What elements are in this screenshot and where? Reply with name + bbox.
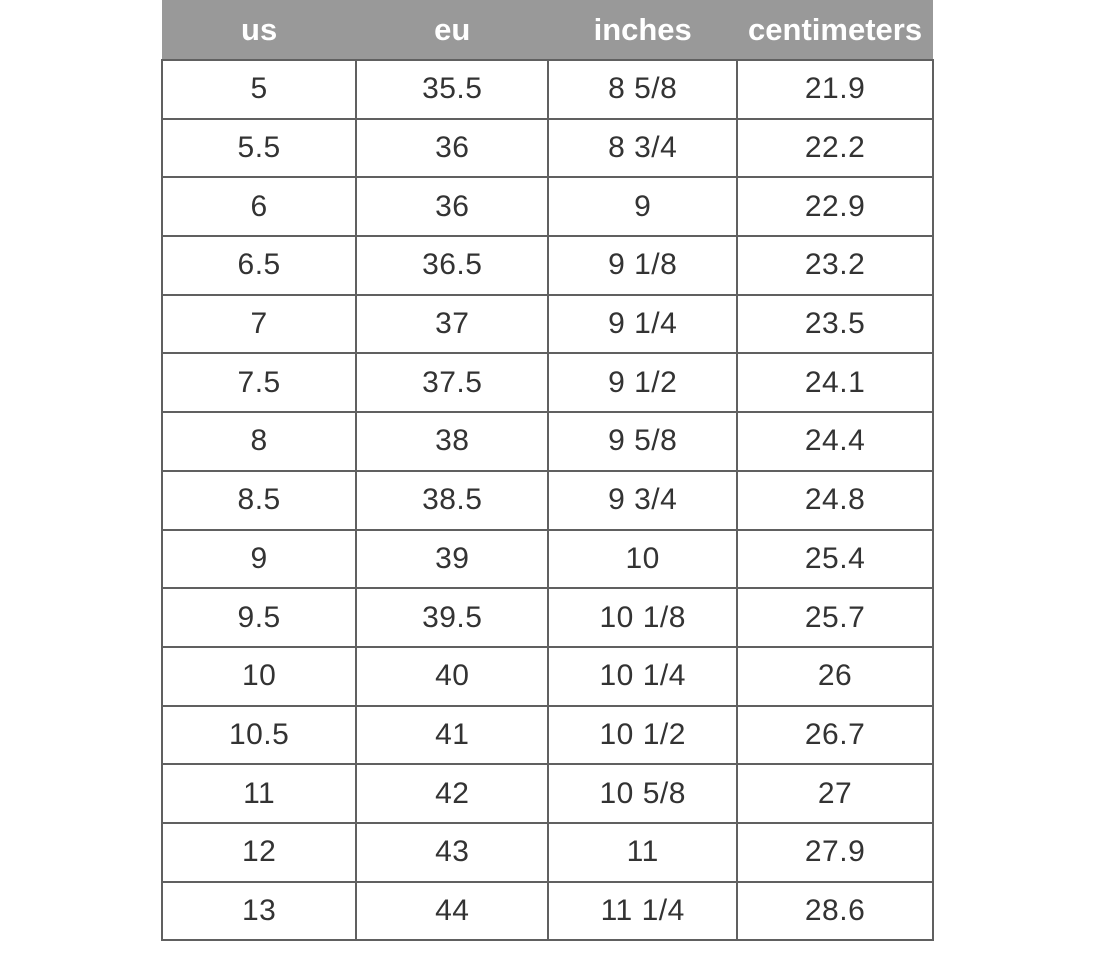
table-cell-eu: 40	[356, 647, 548, 706]
table-cell-us: 7	[162, 295, 356, 354]
table-row	[162, 823, 933, 882]
table-cell-inches: 8 5/8	[548, 60, 737, 119]
table-cell-eu: 38.5	[356, 471, 548, 530]
table-cell-us: 6.5	[162, 236, 356, 295]
table-row	[162, 530, 933, 589]
table-row	[162, 177, 933, 236]
table-row	[162, 882, 933, 941]
table-cell-centimeters: 28.6	[737, 882, 933, 941]
table-cell-inches: 9 3/4	[548, 471, 737, 530]
table-cell-us: 11	[162, 764, 356, 823]
table-cell-eu: 43	[356, 823, 548, 882]
table-cell-centimeters: 25.7	[737, 588, 933, 647]
column-header-inches: inches	[548, 0, 737, 60]
table-cell-eu: 44	[356, 882, 548, 941]
table-row	[162, 60, 933, 119]
table-cell-centimeters: 25.4	[737, 530, 933, 589]
table-row	[162, 706, 933, 765]
table-cell-eu: 39	[356, 530, 548, 589]
table-cell-eu: 37	[356, 295, 548, 354]
table-cell-centimeters: 27.9	[737, 823, 933, 882]
shoe-size-conversion-table	[161, 0, 934, 941]
table-cell-us: 10	[162, 647, 356, 706]
table-cell-inches: 9 5/8	[548, 412, 737, 471]
table-cell-inches: 9 1/2	[548, 353, 737, 412]
table-cell-inches: 10 1/8	[548, 588, 737, 647]
table-cell-centimeters: 23.5	[737, 295, 933, 354]
table-cell-eu: 42	[356, 764, 548, 823]
shoe-size-chart	[161, 0, 934, 941]
table-cell-us: 8	[162, 412, 356, 471]
table-cell-centimeters: 22.2	[737, 119, 933, 178]
table-row	[162, 236, 933, 295]
table-row	[162, 588, 933, 647]
table-cell-us: 9	[162, 530, 356, 589]
table-cell-centimeters: 22.9	[737, 177, 933, 236]
table-cell-centimeters: 24.1	[737, 353, 933, 412]
table-cell-centimeters: 21.9	[737, 60, 933, 119]
table-header	[162, 0, 933, 60]
table-row	[162, 119, 933, 178]
table-cell-inches: 9 1/8	[548, 236, 737, 295]
table-body	[162, 60, 933, 940]
table-cell-eu: 36.5	[356, 236, 548, 295]
table-row	[162, 295, 933, 354]
table-cell-eu: 38	[356, 412, 548, 471]
table-cell-us: 6	[162, 177, 356, 236]
table-cell-centimeters: 24.8	[737, 471, 933, 530]
column-header-us: us	[162, 0, 356, 60]
table-cell-centimeters: 23.2	[737, 236, 933, 295]
table-cell-inches: 9 1/4	[548, 295, 737, 354]
table-cell-us: 7.5	[162, 353, 356, 412]
table-cell-eu: 35.5	[356, 60, 548, 119]
table-row	[162, 353, 933, 412]
table-cell-us: 12	[162, 823, 356, 882]
table-cell-eu: 39.5	[356, 588, 548, 647]
table-cell-inches: 10 5/8	[548, 764, 737, 823]
table-cell-eu: 36	[356, 119, 548, 178]
table-cell-centimeters: 24.4	[737, 412, 933, 471]
column-header-centimeters: centimeters	[737, 0, 933, 60]
table-row	[162, 471, 933, 530]
table-cell-us: 8.5	[162, 471, 356, 530]
table-cell-eu: 36	[356, 177, 548, 236]
column-header-eu: eu	[356, 0, 548, 60]
table-cell-us: 13	[162, 882, 356, 941]
table-cell-inches: 11 1/4	[548, 882, 737, 941]
table-cell-us: 5.5	[162, 119, 356, 178]
table-cell-inches: 10 1/4	[548, 647, 737, 706]
table-row	[162, 764, 933, 823]
table-cell-eu: 41	[356, 706, 548, 765]
table-row	[162, 647, 933, 706]
table-header-row	[162, 0, 933, 60]
table-cell-us: 10.5	[162, 706, 356, 765]
table-cell-inches: 11	[548, 823, 737, 882]
table-cell-inches: 8 3/4	[548, 119, 737, 178]
table-cell-inches: 9	[548, 177, 737, 236]
table-cell-inches: 10	[548, 530, 737, 589]
table-cell-eu: 37.5	[356, 353, 548, 412]
table-cell-us: 5	[162, 60, 356, 119]
table-cell-us: 9.5	[162, 588, 356, 647]
table-row	[162, 412, 933, 471]
table-cell-inches: 10 1/2	[548, 706, 737, 765]
table-cell-centimeters: 26	[737, 647, 933, 706]
table-cell-centimeters: 27	[737, 764, 933, 823]
table-cell-centimeters: 26.7	[737, 706, 933, 765]
